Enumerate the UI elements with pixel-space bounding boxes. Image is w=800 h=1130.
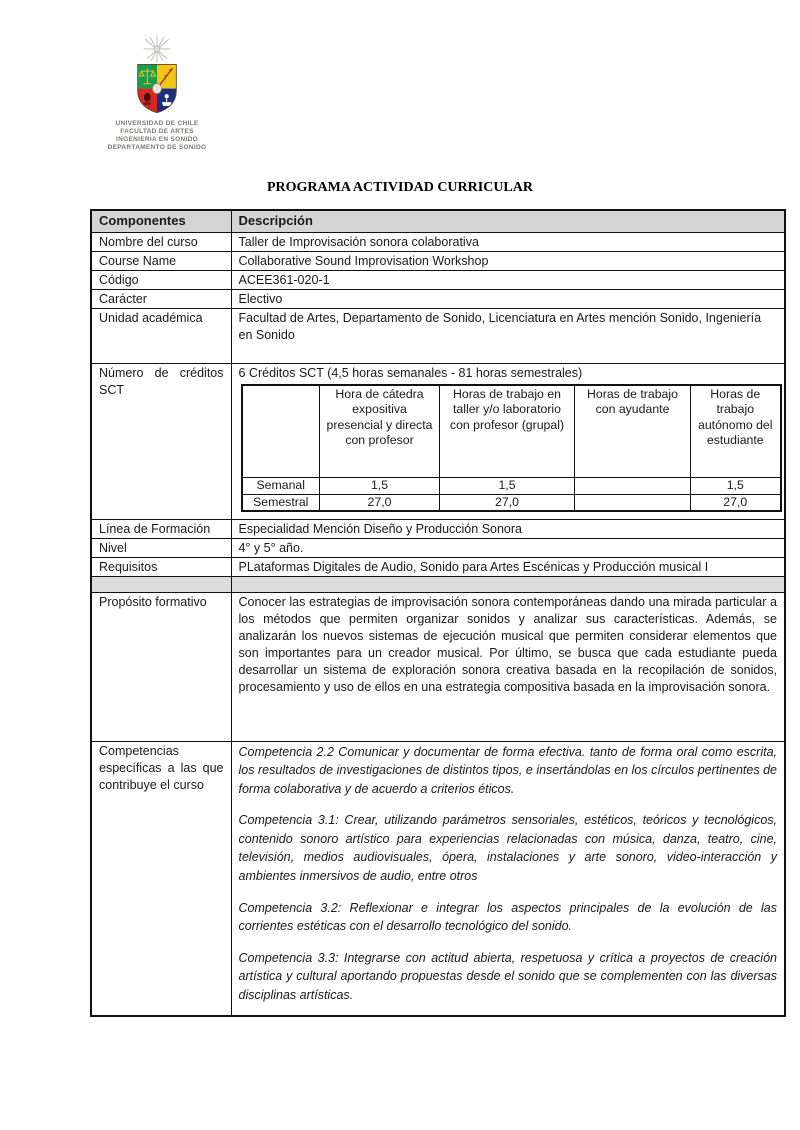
competencia-paragraph: Competencia 3.1: Crear, utilizando parámetros sensoriales, estéticos, teóricos y tecnológicos, contenido sonoro artístico para experiencias relacionadas con música, danza, teatro, cine, televisión, medios audiovisuales, ópera, instalaciones y arte sonoro, video-interacción y ambientes inmersivos de audio, entre otros: [238, 813, 777, 884]
table-row-nivel: [91, 538, 785, 557]
row-value: 4° y 5° año.: [231, 538, 785, 557]
sched-row-label: Semanal: [242, 478, 320, 495]
row-value: Especialidad Mención Diseño y Producción Sonora: [231, 519, 785, 538]
sched-col-header: Horas de trabajo con ayudante: [575, 385, 691, 478]
sched-value: 27,0: [320, 494, 440, 511]
table-row-course-name: [91, 251, 785, 270]
sched-value: 1,5: [440, 478, 575, 495]
row-label: Course Name: [91, 251, 231, 270]
page-title: PROGRAMA ACTIVIDAD CURRICULAR: [266, 180, 533, 195]
competencia-paragraph: Competencia 3.2: Reflexionar e integrar los aspectos principales de la evolución de las corrientes estéticas con el desarrollo tecnológico del sonido.: [238, 900, 777, 934]
credits-intro: 6 Créditos SCT (4,5 horas semanales - 81 horas semestrales): [238, 365, 583, 380]
sched-col-header: Horas de trabajo autónomo del estudiante: [691, 385, 781, 478]
row-value: Taller de Improvisación sonora colaborativa: [231, 232, 785, 251]
credit-hours-header-row: [242, 385, 781, 478]
sched-col-header: Horas de trabajo en taller y/o laboratorio con profesor (grupal): [440, 385, 575, 478]
row-label: Propósito formativo: [91, 592, 231, 741]
row-label: Número de créditos SCT: [91, 363, 231, 519]
university-logo: [95, 34, 219, 152]
row-value: Electivo: [231, 289, 785, 308]
table-row-linea-formacion: [91, 519, 785, 538]
logo-caption-line: INGENIERIA EN SONIDO: [116, 136, 198, 143]
sched-value: 27,0: [440, 494, 575, 511]
sched-value: [575, 494, 691, 511]
competencia-paragraph: Competencia 2.2 Comunicar y documentar de forma efectiva. tanto de forma oral como escrita, los resultados de investigaciones de distintos tipos, e insertándolas en los círculos pertinentes de forma colaborativa y de acuerdo a criterios éticos.: [238, 744, 777, 796]
table-row-proposito: [91, 592, 785, 741]
sched-value: 1,5: [691, 478, 781, 495]
row-label: Línea de Formación: [91, 519, 231, 538]
spacer-cell: [91, 576, 231, 592]
logo-caption-line: FACULTAD DE ARTES: [120, 128, 194, 135]
logo-caption-line: DEPARTAMENTO DE SONIDO: [107, 144, 207, 151]
credit-hours-row-semestral: [242, 494, 781, 511]
sched-value: 27,0: [691, 494, 781, 511]
row-value: Conocer las estrategias de improvisación sonora contemporáneas dando una mirada particular a los métodos que permiten organizar sonidos y analizar sus características. Además, se analizarán los nuevos sistemas de ejecución musical que permiten considerar elementos que son importantes para un creador musical. Por último, se busca que cada estudiante pueda desarrollar un sistema de exploración sonora creativa basada en la recopilación de sonidos, procesamiento y uso de ellos en una estrategia compositiva basada en la improvisación sonora.: [231, 592, 785, 741]
sched-row-label: Semestral: [242, 494, 320, 511]
spacer-cell: [231, 576, 785, 592]
logo-caption-line: UNIVERSIDAD DE CHILE: [115, 120, 199, 127]
table-spacer-row: [91, 576, 785, 592]
curriculum-table: [90, 209, 786, 1017]
sched-value: 1,5: [320, 478, 440, 495]
header-componentes: Componentes: [91, 210, 231, 232]
table-header-row: [91, 210, 785, 232]
row-value: Collaborative Sound Improvisation Workshop: [231, 251, 785, 270]
table-row-codigo: [91, 270, 785, 289]
table-row-competencias: [91, 741, 785, 1016]
sched-corner-cell: [242, 385, 320, 478]
credit-hours-row-semanal: [242, 478, 781, 495]
header-descripcion: Descripción: [231, 210, 785, 232]
sched-col-header: Hora de cátedra expositiva presencial y directa con profesor: [320, 385, 440, 478]
row-value: [231, 363, 785, 519]
sched-value: [575, 478, 691, 495]
row-value: [231, 741, 785, 1016]
row-label: Carácter: [91, 289, 231, 308]
row-value: ACEE361-020-1: [231, 270, 785, 289]
row-label: Competencias específicas a las que contribuye el curso: [91, 741, 231, 1016]
competencia-paragraph: Competencia 3.3: Integrarse con actitud abierta, respetuosa y crítica a proyectos de creación artística y cultural aportando propuestas desde el sonido que se complementen con las diversas disciplinas artísticas.: [238, 950, 777, 1003]
table-row-nombre: [91, 232, 785, 251]
university-crest-icon: [128, 34, 186, 118]
table-row-requisitos: [91, 557, 785, 576]
row-value: PLataformas Digitales de Audio, Sonido para Artes Escénicas y Producción musical I: [231, 557, 785, 576]
row-label: Código: [91, 270, 231, 289]
table-row-unidad-academica: [91, 308, 785, 363]
row-value: Facultad de Artes, Departamento de Sonido, Licenciatura en Artes mención Sonido, Ingeniería en Sonido: [231, 308, 785, 363]
row-label: Nombre del curso: [91, 232, 231, 251]
credit-hours-table: [241, 384, 782, 513]
row-label: Requisitos: [91, 557, 231, 576]
row-label: Unidad académica: [91, 308, 231, 363]
table-row-creditos: [91, 363, 785, 519]
table-row-caracter: [91, 289, 785, 308]
row-label: Nivel: [91, 538, 231, 557]
